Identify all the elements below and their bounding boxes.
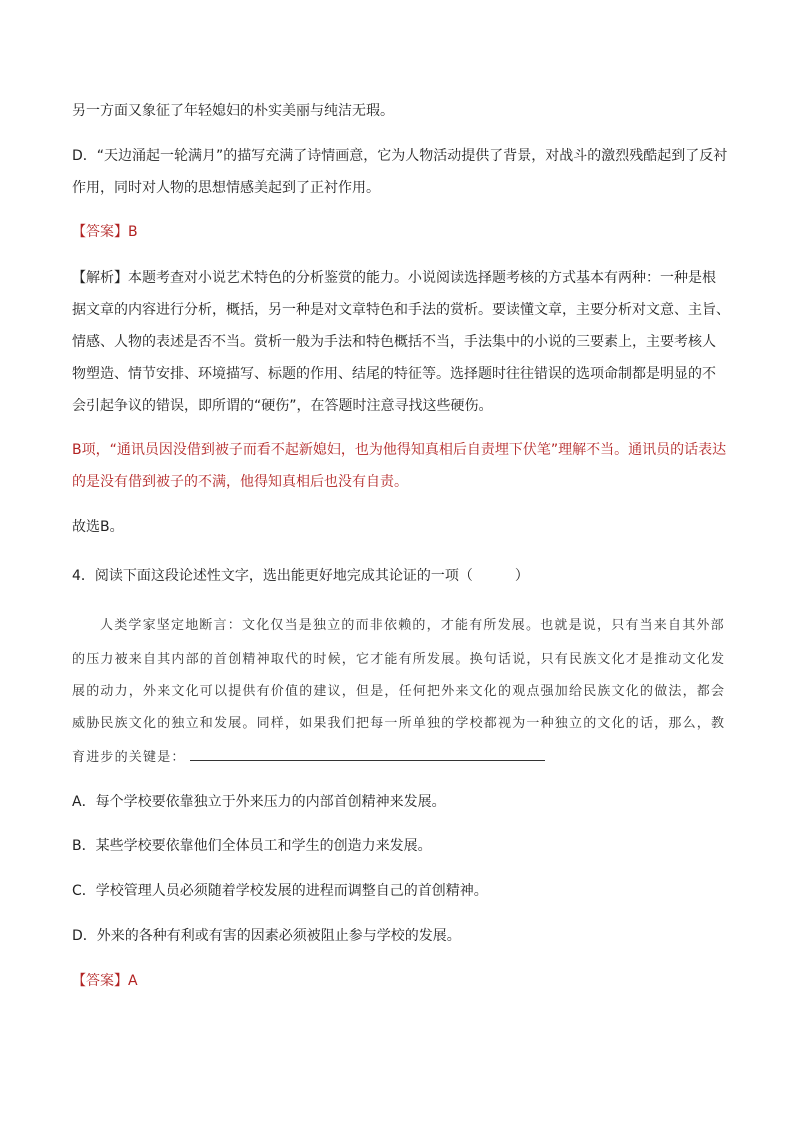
option-b: B．某些学校要依靠他们全体员工和学生的创造力来发展。 [72,838,432,854]
answer-label: 【答案】B [72,224,138,240]
conclusion: 故选B。 [72,519,124,535]
analysis-line-3: 情感、人物的表述是否不当。赏析一般为手法和特色概括不当，手法集中的小说的三要素上，主要考核人 [72,334,716,350]
analysis-line-2: 据文章的内容进行分析，概括，另一种是对文章特色和手法的赏析。要读懂文章，主要分析对文意、主旨、 [72,302,730,318]
passage-line-2: 的压力被来自其内部的首创精神取代的时候，它才能有所发展。换句话说，只有民族文化才是推动文化发 [72,652,726,667]
passage-line-4: 威胁民族文化的独立和发展。同样，如果我们把每一所单独的学校都视为一种独立的文化的话，那么，教 [72,716,726,731]
analysis-line-4: 物塑造、情节安排、环境描写、标题的作用、结尾的特征等。选择题时往往错误的选项命制都是明显的不 [72,366,716,382]
analysis-line-5: 会引起争议的错误，即所谓的“硬伤”，在答题时注意寻找这些硬伤。 [72,398,493,414]
passage-line-3: 展的动力，外来文化可以提供有价值的建议，但是，任何把外来文化的观点强加给民族文化的做法，都会 [72,684,726,699]
prev-line-1: 另一方面又象征了年轻媳妇的朴实美丽与纯洁无瑕。 [72,103,394,119]
passage-line-5 [72,746,545,768]
b-explanation-line-1: B项，“通讯员因没借到被子而看不起新媳妇，也为他得知真相后自责埋下伏笔”理解不当。通讯员的话表达 [72,442,727,458]
question-4-stem: 4．阅读下面这段论述性文字，选出能更好地完成其论证的一项（ ） [72,568,529,584]
option-d-line-2: 作用，同时对人物的思想情感美起到了正衬作用。 [72,180,380,196]
option-a: A．每个学校要依靠独立于外来压力的内部首创精神来发展。 [72,794,446,810]
answer-blank [190,746,545,761]
answer-label-q4: 【答案】A [72,973,138,989]
passage-line-5-text: 育进步的关键是： [72,750,186,765]
option-d: D．外来的各种有利或有害的因素必须被阻止参与学校的发展。 [72,928,461,944]
analysis-line-1: 【解析】本题考查对小说艺术特色的分析鉴赏的能力。小说阅读选择题考核的方式基本有两种：一种是根 [72,270,716,286]
option-d-line-1: D．“天边涌起一轮满月”的描写充满了诗情画意，它为人物活动提供了背景，对战斗的激烈残酷起到了反衬 [72,148,728,164]
b-explanation-line-2: 的是没有借到被子的不满，他得知真相后也没有自责。 [72,474,408,490]
option-c: C．学校管理人员必须随着学校发展的进程而调整自己的首创精神。 [72,883,488,899]
passage-line-1: 人类学家坚定地断言：文化仅当是独立的而非依赖的，才能有所发展。也就是说，只有当来自其外部 [100,618,725,633]
